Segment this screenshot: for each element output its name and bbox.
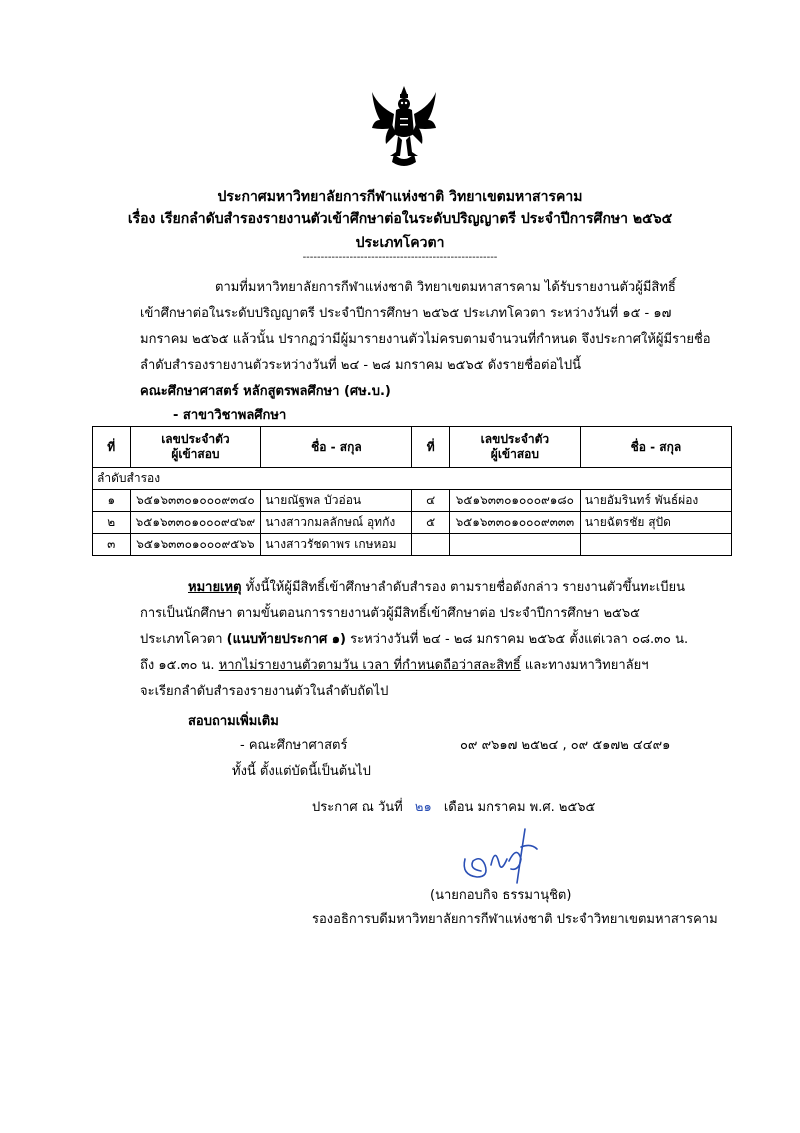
contact-phones: ๐๙ ๙๖๑๗ ๒๕๒๔ , ๐๙ ๕๑๗๒ ๔๔๙๑: [460, 738, 671, 753]
table-cell: ๖๕๑๖๓๓๐๑๐๐๐๙๑๘๐: [449, 490, 580, 512]
signer-position: รองอธิการบดีมหาวิทยาลัยการกีฬาแห่งชาติ ประจำวิทยาเขตมหาสารคาม: [312, 912, 718, 927]
column-header: ชื่อ - สกุล: [580, 427, 731, 468]
column-header: เลขประจำตัว ผู้เข้าสอบ: [449, 427, 580, 468]
table-cell: ๒: [93, 512, 131, 534]
note-line: [188, 576, 685, 597]
column-header: เลขประจำตัว ผู้เข้าสอบ: [130, 427, 261, 468]
contact-title: สอบถามเพิ่มเติม: [188, 714, 279, 729]
intro-line: เข้าศึกษาต่อในระดับปริญญาตรี ประจำปีการศึกษา ๒๕๖๕ ประเภทโควตา ระหว่างวันที่ ๑๕ - ๑๗: [140, 306, 672, 321]
table-row: [93, 534, 732, 556]
table-cell: นางสาวกมลลักษณ์ อุทกัง: [261, 512, 412, 534]
intro-line: ตามที่มหาวิทยาลัยการกีฬาแห่งชาติ วิทยาเขตมหาสารคาม ได้รับรายงานตัวผู้มีสิทธิ์: [215, 280, 676, 295]
intro-line: มกราคม ๒๕๖๕ แล้วนั้น ปรากฏว่ามีผู้มารายงานตัวไม่ครบตามจำนวนที่กำหนด จึงประกาศให้ผู้มีรายชื่อ: [140, 332, 711, 347]
announcement-type: ประเภทโควตา: [355, 235, 445, 251]
table-cell: ๔: [412, 490, 450, 512]
note-line: [140, 628, 688, 649]
note-text: ระหว่างวันที่ ๒๔ - ๒๘ มกราคม ๒๕๖๕ ตั้งแต่เวลา ๐๘.๓๐ น.: [345, 632, 689, 647]
announce-day: ๒๑: [414, 800, 432, 815]
note-warning: หากไม่รายงานตัวตามวัน เวลา ที่กำหนดถือว่าสละสิทธิ์: [218, 658, 521, 673]
intro-line: ลำดับสำรองรายงานตัวระหว่างวันที่ ๒๔ - ๒๘ มกราคม ๒๕๖๕ ดังรายชื่อต่อไปนี้: [140, 358, 581, 373]
major-name: - สาขาวิชาพลศึกษา: [173, 408, 287, 423]
note-text: ประเภทโควตา: [140, 632, 227, 647]
column-header: ที่: [412, 427, 450, 468]
note-line: การเป็นนักศึกษา ตามขั้นตอนการรายงานตัวผู้มีสิทธิ์เข้าศึกษาต่อ ประจำปีการศึกษา ๒๕๖๕: [140, 606, 640, 621]
table-cell: [449, 534, 580, 556]
garuda-emblem-icon: [370, 84, 438, 170]
note-attachment: (แนบท้ายประกาศ ๑): [226, 632, 346, 647]
note-label: หมายเหตุ: [188, 580, 242, 595]
table-cell: ๖๕๑๖๓๓๐๑๐๐๐๙๓๔๐: [130, 490, 261, 512]
column-header: ชื่อ - สกุล: [261, 427, 412, 468]
signer-name: (นายกอบกิจ ธรรมานุชิต): [430, 888, 572, 903]
handwritten-signature: [455, 825, 545, 885]
faculty-name: คณะศึกษาศาสตร์ หลักสูตรพลศึกษา (ศษ.บ.): [140, 384, 391, 399]
table-cell: นายอัมรินทร์ พันธ์ผ่อง: [580, 490, 731, 512]
announce-date: [312, 796, 595, 817]
table-cell: นายณัฐพล บัวอ่อน: [261, 490, 412, 512]
table-section-row: [93, 468, 732, 490]
table-row: [93, 490, 732, 512]
table-cell: นางสาวรัชดาพร เกษหอม: [261, 534, 412, 556]
table-cell: ๕: [412, 512, 450, 534]
announcement-title: ประกาศมหาวิทยาลัยการกีฬาแห่งชาติ วิทยาเขตมหาสารคาม: [217, 189, 583, 205]
table-cell: ๖๕๑๖๓๓๐๑๐๐๐๙๓๓๓: [449, 512, 580, 534]
section-label: ลำดับสำรอง: [93, 468, 732, 490]
note-line: จะเรียกลำดับสำรองรายงานตัวในลำดับถัดไป: [140, 684, 389, 699]
column-header: ที่: [93, 427, 131, 468]
table-cell: [580, 534, 731, 556]
note-line: [140, 654, 649, 675]
note-text: ถึง ๑๕.๓๐ น.: [140, 658, 219, 673]
table-row: [93, 512, 732, 534]
table-cell: ๖๕๑๖๓๓๐๑๐๐๐๙๕๖๖: [130, 534, 261, 556]
title-divider: ------------------------------------------------------: [302, 252, 498, 263]
contact-department: - คณะศึกษาศาสตร์: [240, 738, 348, 753]
note-text: ทั้งนี้ให้ผู้มีสิทธิ์เข้าศึกษาลำดับสำรอง ตามรายชื่อดังกล่าว รายงานตัวขึ้นทะเบียน: [241, 580, 685, 595]
table-cell: ๓: [93, 534, 131, 556]
table-cell: [412, 534, 450, 556]
effective-statement: ทั้งนี้ ตั้งแต่บัดนี้เป็นต้นไป: [232, 764, 371, 779]
table-cell: ๖๕๑๖๓๓๐๑๐๐๐๙๔๖๙: [130, 512, 261, 534]
note-text: และทางมหาวิทยาลัยฯ: [520, 658, 649, 673]
reserve-list-table: [92, 426, 732, 556]
table-header-row: [93, 427, 732, 468]
table-cell: ๑: [93, 490, 131, 512]
announcement-subject: เรื่อง เรียกลำดับสำรองรายงานตัวเข้าศึกษาต่อในระดับปริญญาตรี ประจำปีการศึกษา ๒๕๖๕: [127, 211, 673, 227]
announce-suffix: เดือน มกราคม พ.ศ. ๒๕๖๕: [443, 800, 596, 815]
table-cell: นายฉัตรชัย สุปัด: [580, 512, 731, 534]
announce-prefix: ประกาศ ณ วันที่: [312, 800, 403, 815]
